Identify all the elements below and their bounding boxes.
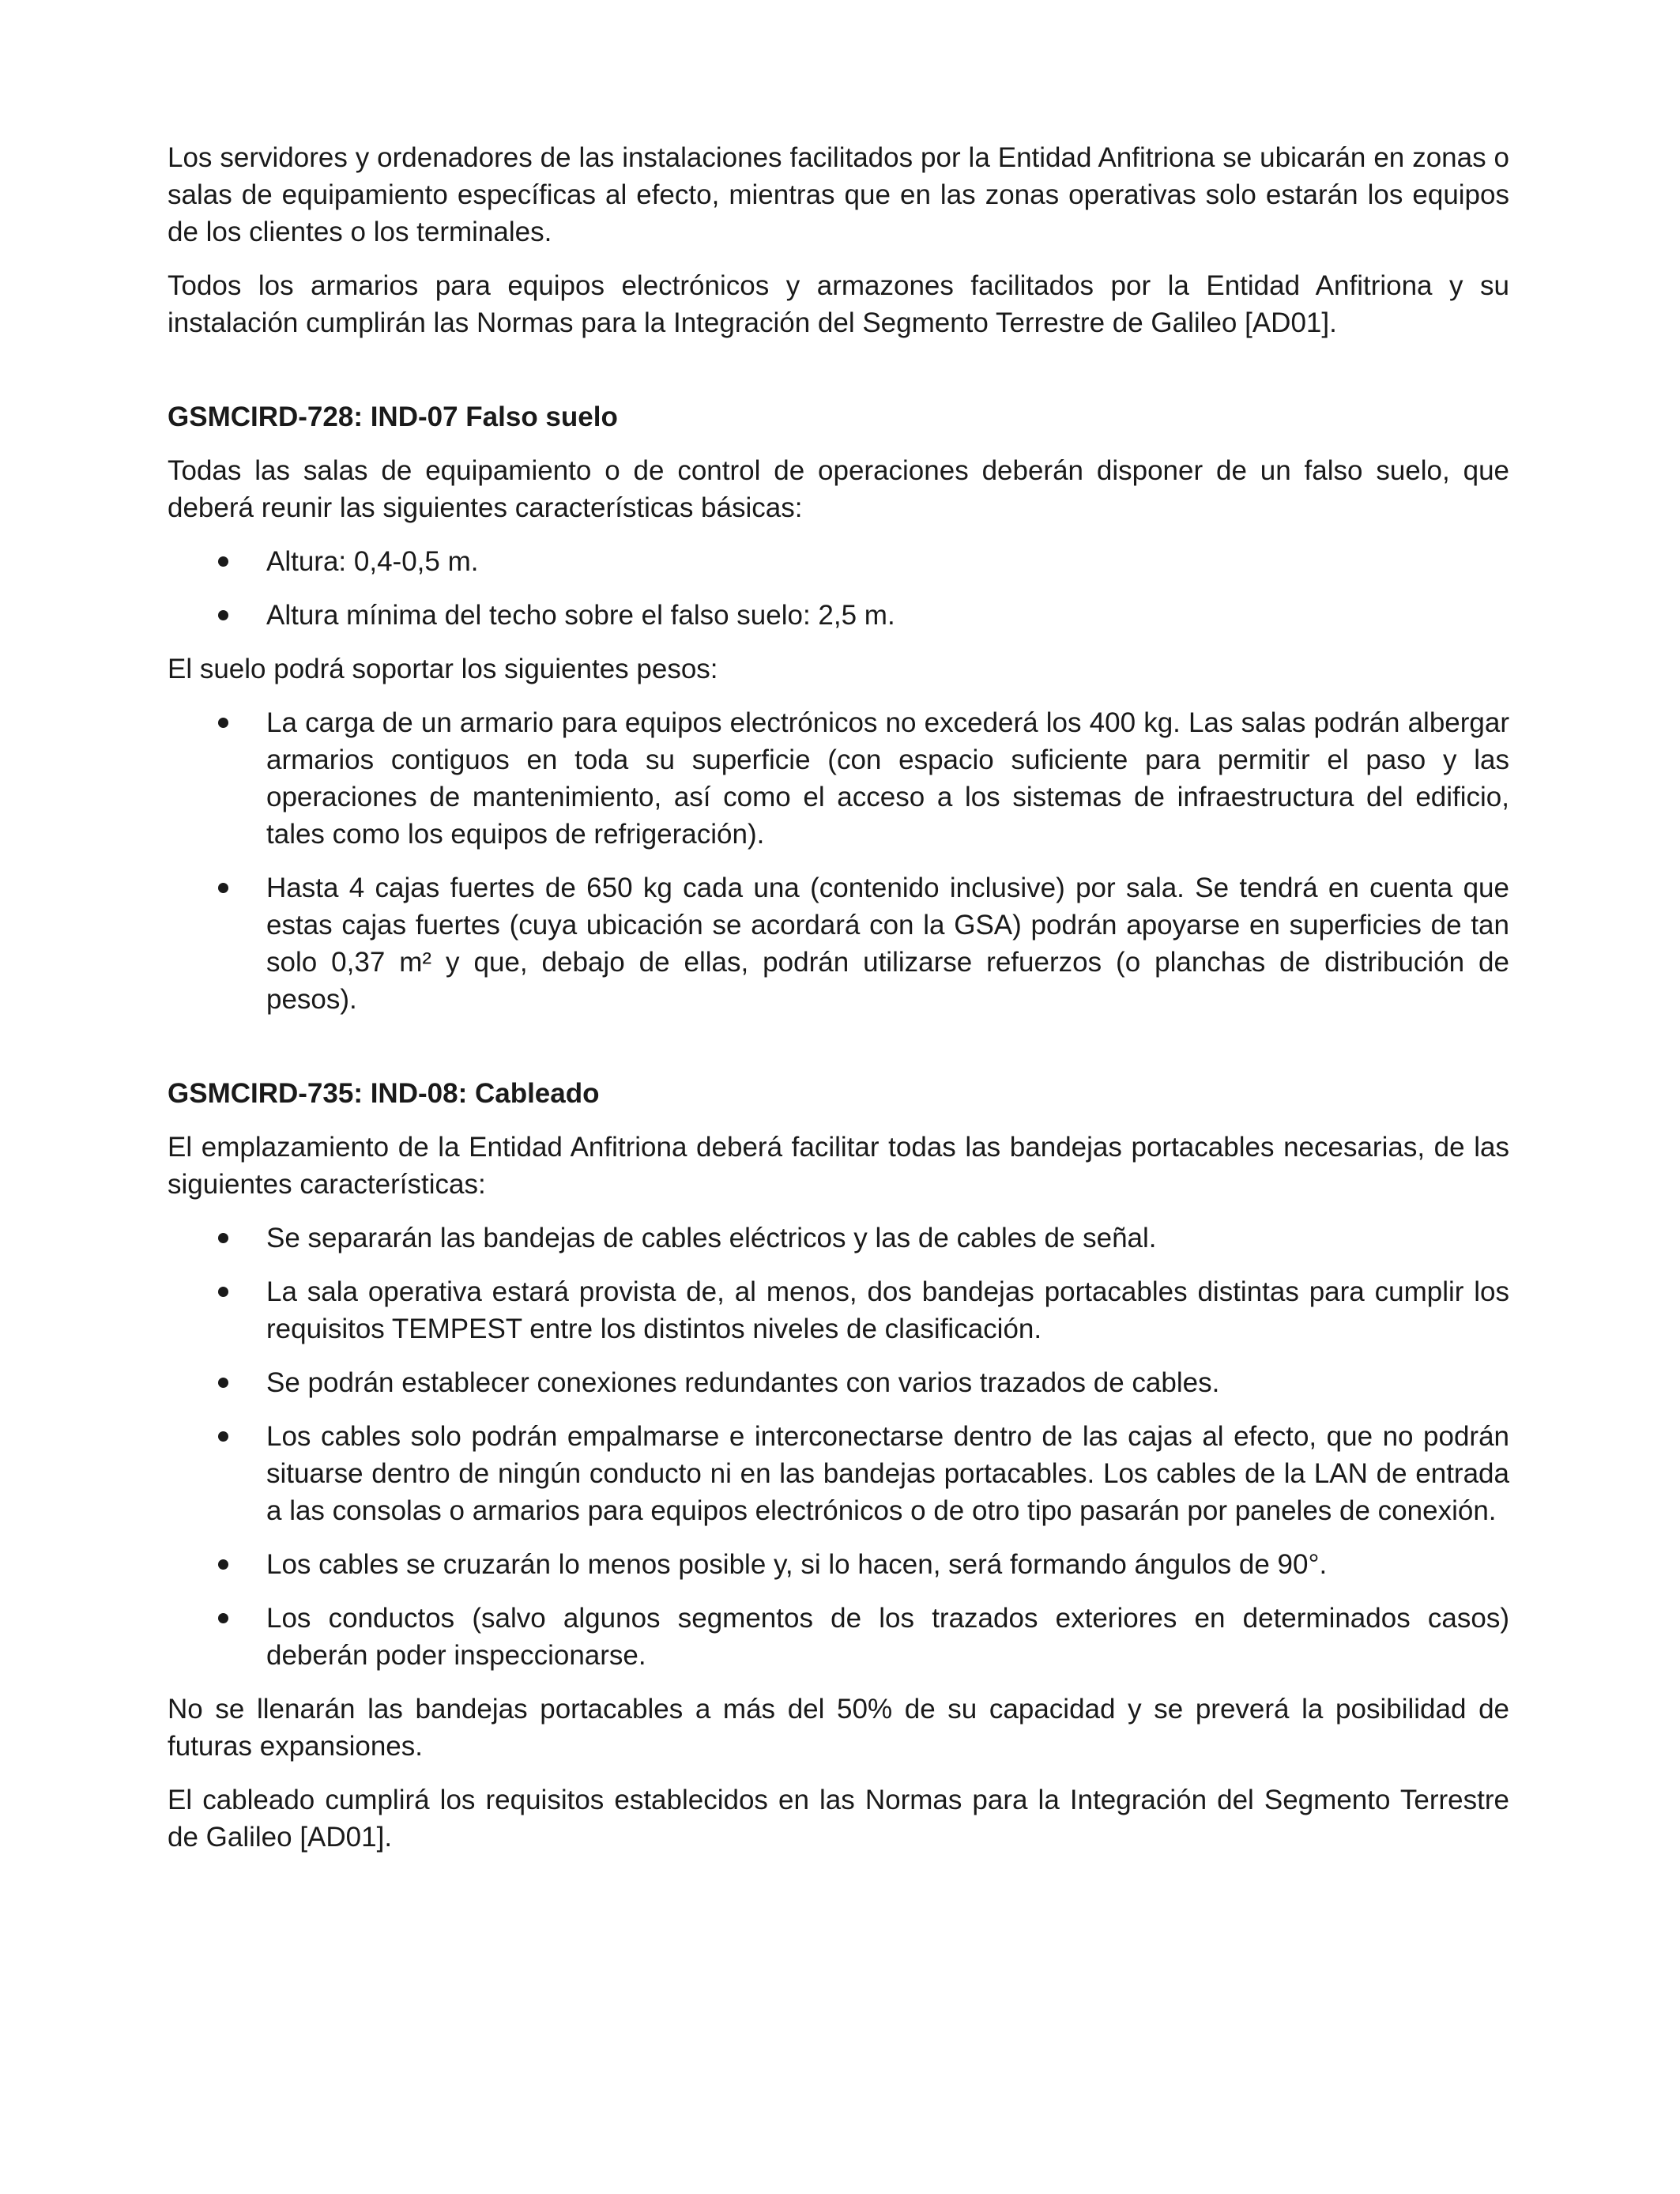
cableado-paragraph-1: El emplazamiento de la Entidad Anfitriona deberá facilitar todas las bandejas portacables necesarias, de las siguientes características: [168,1132,1509,1200]
list-item-text: Los cables se cruzarán lo menos posible y, si lo hacen, será formando ángulos de 90°. [266,1549,1328,1580]
bullet-icon [218,1559,228,1570]
section-heading-cableado: GSMCIRD-735: IND-08: Cableado [168,1078,600,1109]
cableado-list [168,1220,1509,1674]
falso-suelo-paragraph-1: Todas las salas de equipamiento o de control de operaciones deberán disponer de un falso suelo, que deberá reunir las siguientes características básicas: [168,455,1509,523]
bullet-icon [218,883,228,893]
list-item-text: Hasta 4 cajas fuertes de 650 kg cada una (contenido inclusive) por sala. Se tendrá en cuenta que estas cajas fuertes (cuya ubicación se acordará con la GSA) podrán apoyarse en superficies de tan solo 0,37 m² y que, debajo de ellas, podrán utilizarse refuerzos (o planchas de distribución de pesos). [266,873,1509,1015]
bullet-icon [218,610,228,620]
list-item [168,1600,1509,1674]
list-item [168,704,1509,853]
list-item-text: Altura mínima del techo sobre el falso suelo: 2,5 m. [266,600,895,631]
bullet-icon [218,1613,228,1623]
falso-suelo-weights-list [168,704,1509,1018]
bullet-icon [218,1378,228,1388]
document-page [168,139,1509,1872]
falso-suelo-paragraph-2: El suelo podrá soportar los siguientes pesos: [168,654,718,684]
list-item [168,1273,1509,1348]
bullet-icon [218,1233,228,1243]
cableado-paragraph-2: No se llenarán las bandejas portacables a más del 50% de su capacidad y se preverá la posibilidad de futuras expansiones. [168,1694,1509,1762]
list-item [168,1546,1509,1583]
list-item [168,543,1509,580]
bullet-icon [218,718,228,728]
list-item [168,1418,1509,1529]
list-item-text: Se separarán las bandejas de cables eléctricos y las de cables de señal. [266,1223,1157,1253]
section-heading-falso-suelo: GSMCIRD-728: IND-07 Falso suelo [168,401,618,432]
falso-suelo-characteristics-list [168,543,1509,634]
list-item [168,597,1509,634]
cableado-paragraph-3: El cableado cumplirá los requisitos establecidos en las Normas para la Integración del Segmento Terrestre de Galileo [AD01]. [168,1785,1509,1853]
intro-paragraph-1: Los servidores y ordenadores de las instalaciones facilitados por la Entidad Anfitriona se ubicarán en zonas o salas de equipamiento específicas al efecto, mientras que en las zonas operativas solo estarán los equipos de los clientes o los terminales. [168,142,1509,247]
list-item [168,869,1509,1018]
list-item-text: Los conductos (salvo algunos segmentos de los trazados exteriores en determinados casos) deberán poder inspeccionarse. [266,1603,1509,1671]
bullet-icon [218,1287,228,1297]
list-item-text: Altura: 0,4-0,5 m. [266,546,479,577]
list-item-text: Se podrán establecer conexiones redundantes con varios trazados de cables. [266,1367,1220,1398]
list-item-text: La carga de un armario para equipos electrónicos no excederá los 400 kg. Las salas podrán albergar armarios contiguos en toda su superficie (con espacio suficiente para permitir el paso y las operaciones de mantenimiento, así como el acceso a los sistemas de infraestructura del edificio, tales como los equipos de refrigeración). [266,707,1509,850]
intro-paragraph-2: Todos los armarios para equipos electrónicos y armazones facilitados por la Entidad Anfitriona y su instalación cumplirán las Normas para la Integración del Segmento Terrestre de Galileo [AD01]. [168,270,1509,338]
list-item-text: La sala operativa estará provista de, al menos, dos bandejas portacables distintas para cumplir los requisitos TEMPEST entre los distintos niveles de clasificación. [266,1276,1509,1344]
bullet-icon [218,556,228,567]
bullet-icon [218,1431,228,1442]
list-item-text: Los cables solo podrán empalmarse e interconectarse dentro de las cajas al efecto, que no podrán situarse dentro de ningún conducto ni en las bandejas portacables. Los cables de la LAN de entrada a las consolas o armarios para equipos electrónicos o de otro tipo pasarán por paneles de conexión. [266,1421,1509,1526]
list-item [168,1364,1509,1401]
list-item [168,1220,1509,1257]
